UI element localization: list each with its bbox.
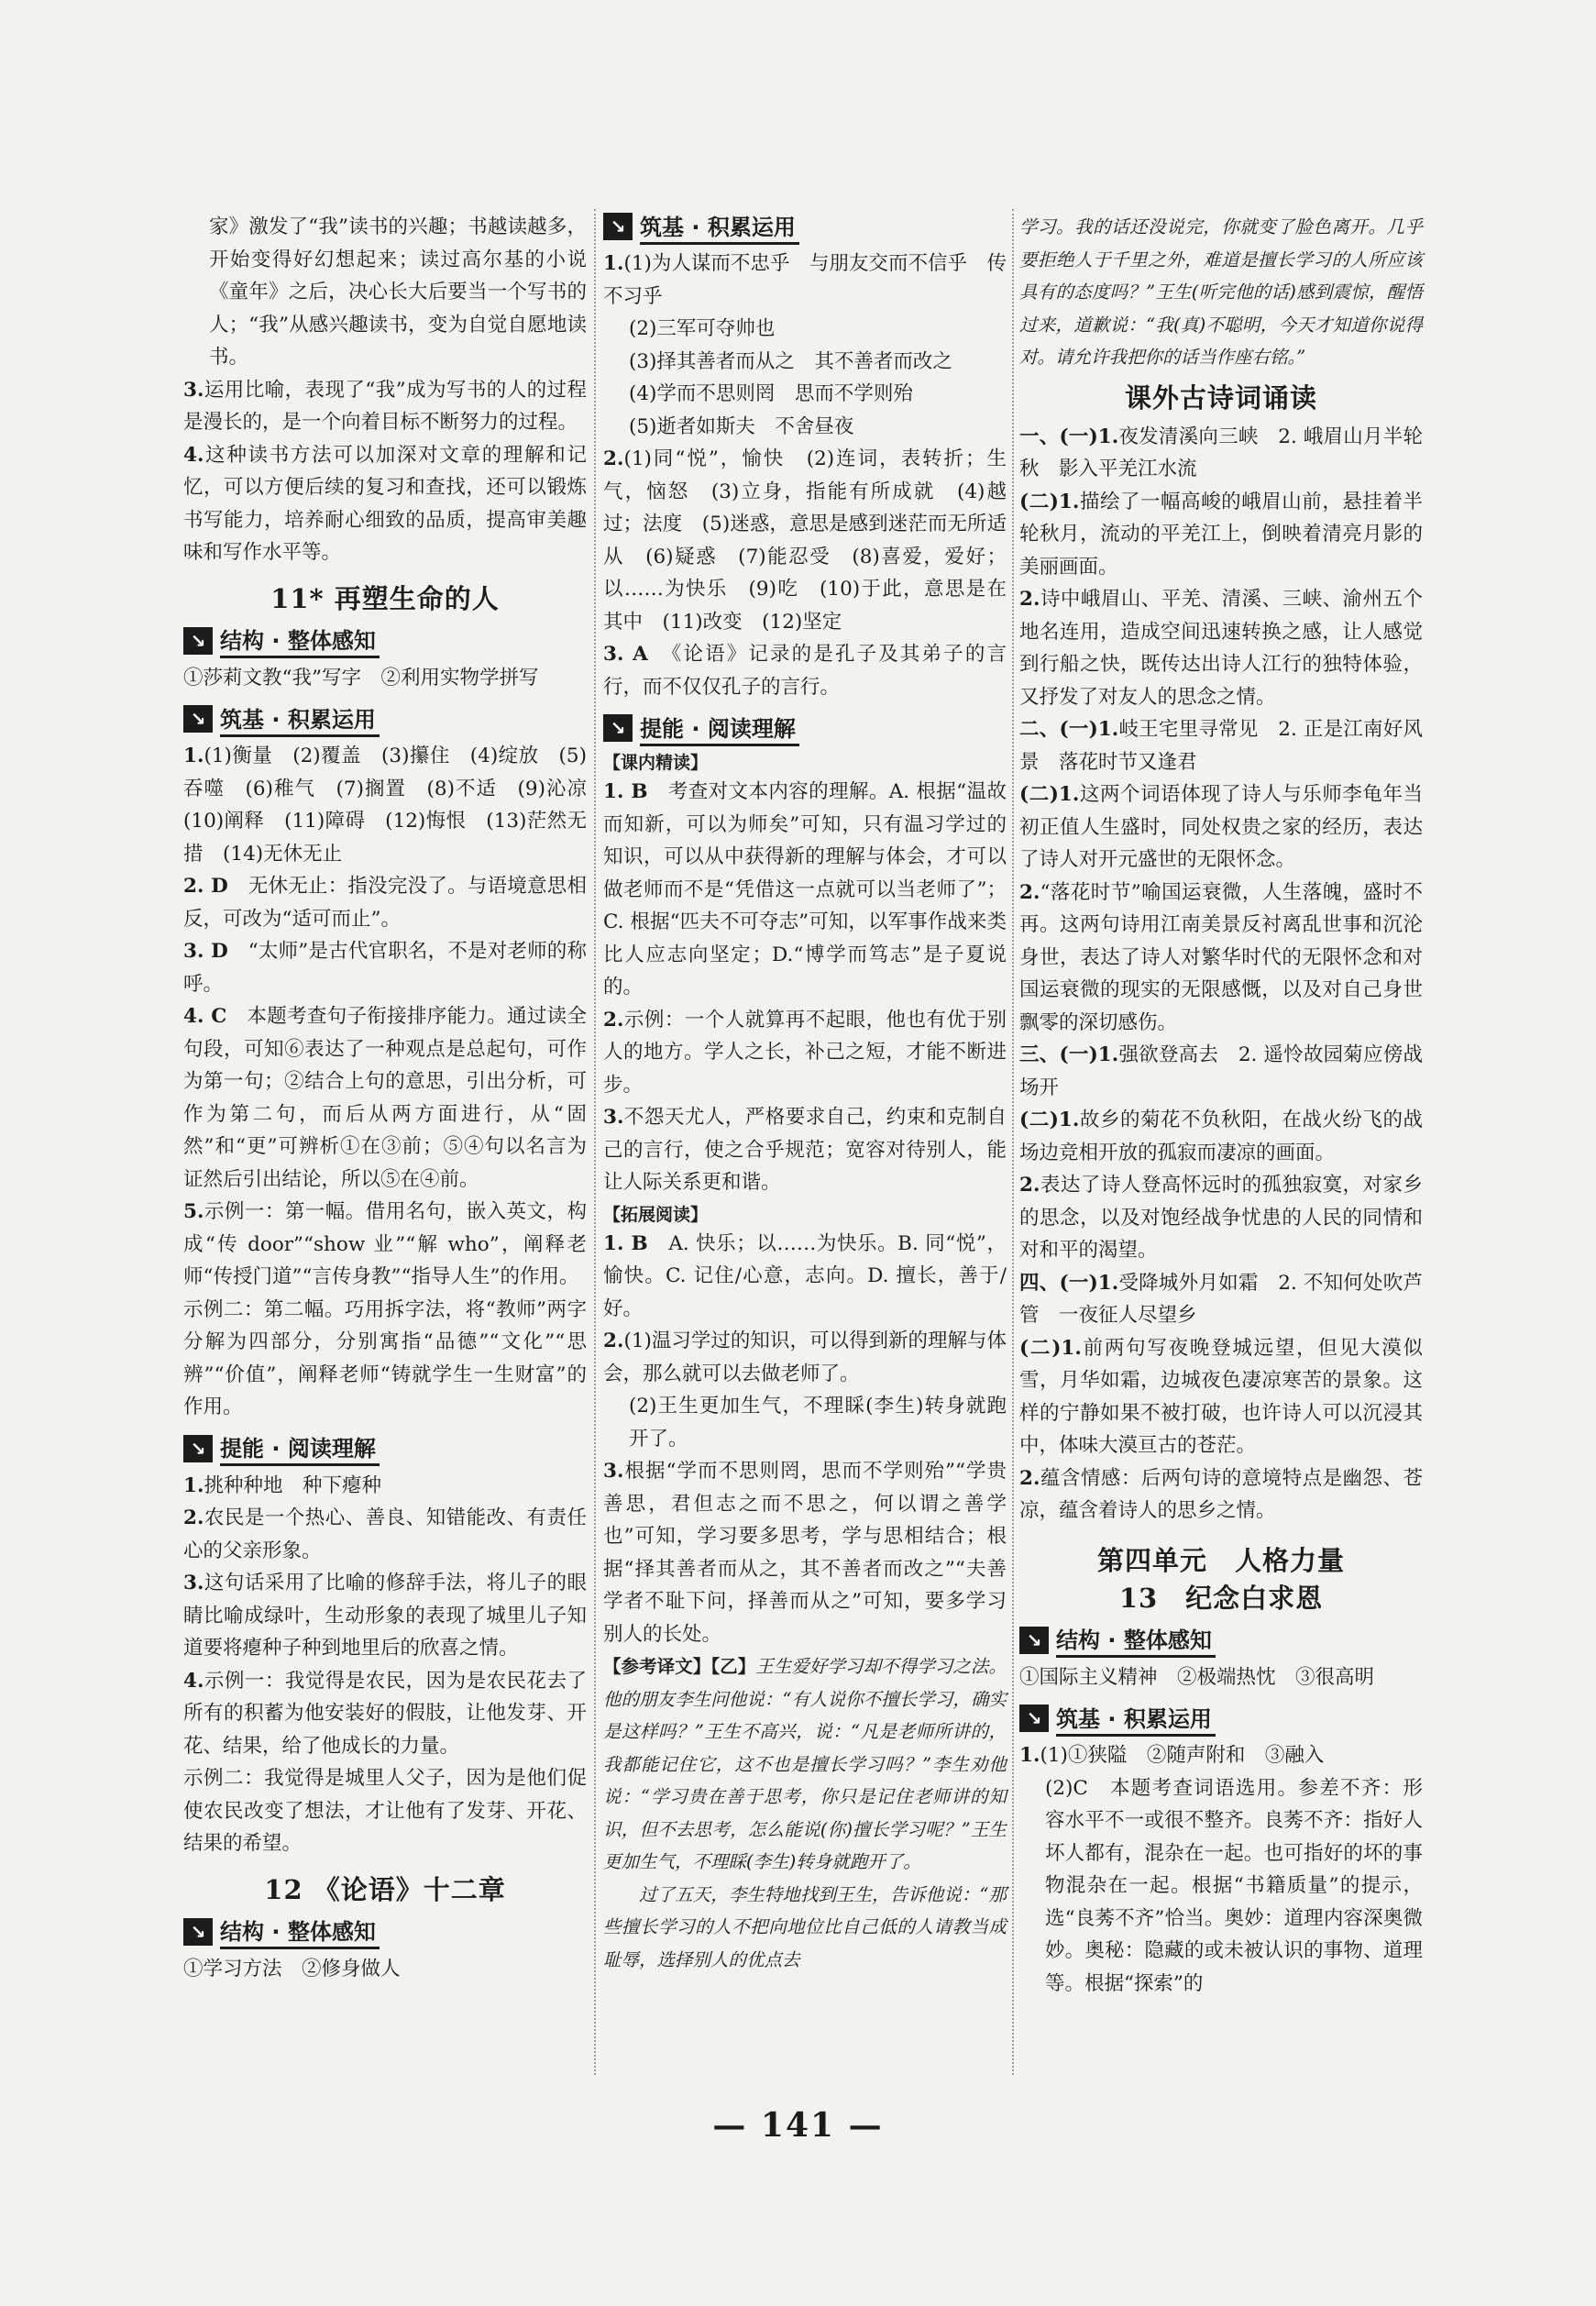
answer-item: 2.农民是一个热心、善良、知错能改、有责任心的父亲形象。 xyxy=(183,1506,587,1562)
answer-item: 4.这种读书方法可以加深对文章的理解和记忆，可以方便后续的复习和查找，还可以锻炼书写能力，培养耐心细致的品质，提高审美趣味和写作水平等。 xyxy=(183,443,587,564)
answer-item: (二)1.这两个词语体现了诗人与乐师李龟年当初正值人生盛时，同处权贵之家的经历，表达了诗人对开元盛世的无限怀念。 xyxy=(1019,783,1423,871)
column-divider xyxy=(594,209,596,2075)
section-header-foundation: ↘ 筑基 · 积累运用 xyxy=(183,703,587,734)
answer-item: 二、(一)1.岐王宅里寻常见 2. 正是江南好风景 落花时节又逢君 xyxy=(1019,718,1423,774)
answer-item: 4.示例一：我觉得是农民，因为是农民花去了所有的积蓄为他安装好的假肢，让他发芽、开花、结果，给了他成长的力量。 xyxy=(183,1669,587,1758)
section-marker-icon: ↘ xyxy=(183,1435,213,1462)
answer-item: 1. B A. 快乐；以……为快乐。B. 同“悦”，愉快。C. 记住/心意，志向。D. 擅长，善于/好。 xyxy=(603,1231,1007,1320)
column-1 xyxy=(183,211,607,1985)
section-marker-icon: ↘ xyxy=(183,627,213,655)
answer-text: 示例二：我觉得是城里人父子，因为是他们促使农民改变了想法，才让他有了发芽、开花、结果的希望。 xyxy=(183,1767,587,1855)
section-marker-icon: ↘ xyxy=(183,1918,213,1946)
answer-item: 1.(1)衡量 (2)覆盖 (3)攥住 (4)绽放 (5)吞噬 (6)稚气 (7)搁置 (8)不适 (9)沁凉 (10)阐释 (11)障碍 (12)悔恨 (13)茫然无措 (14)无休无止 xyxy=(183,745,607,866)
section-marker-icon: ↘ xyxy=(1019,1705,1049,1732)
answer-item: 2.示例：一个人就算再不起眼，他也有优于别人的地方。学人之长，补己之短，才能不断进步。 xyxy=(603,1008,1007,1097)
section-header-reading: ↘ 提能 · 阅读理解 xyxy=(603,712,1007,744)
lesson-title: 13 纪念白求恩 xyxy=(1118,1582,1324,1614)
answer-item: 2.诗中峨眉山、平羌、清溪、三峡、渝州五个地名连用，造成空间迅速转换之感，让人感觉到行船之快，既传达出诗人江行的独特体验，又抒发了对友人的思念之情。 xyxy=(1019,588,1423,709)
section-marker-icon: ↘ xyxy=(1019,1627,1049,1654)
answer-item: 2.“落花时节”喻国运衰微，人生落魄，盛时不再。这两句诗用江南美景反衬离乱世事和沉沦身世，表达了诗人对繁华时代的无限怀念和对国运衰微的现实的无限感慨，以及对自己身世飘零的深切感伤。 xyxy=(1019,880,1423,1034)
section-header-structure: ↘ 结构 · 整体感知 xyxy=(183,1916,587,1947)
answer-text: ①莎莉文教“我”写字 ②利用实物学拼写 xyxy=(183,666,539,690)
answer-line: (3)择其善者而从之 其不善者而改之 xyxy=(628,349,952,373)
answer-item: 2.(1)同“悦”，愉快 (2)连词，表转折；生气，恼怒 (3)立身，指能有所成就 (4)越过；法度 (5)迷惑，意思是感到迷茫而无所适从 (6)疑惑 (7)能忍受 (8)喜爱，爱好；以……为快乐 (9)吃 (10)于此，意思是在其中 (11)改变 (12)坚定 xyxy=(603,447,1007,634)
column-3 xyxy=(1019,211,1423,2000)
answer-item: 2.(1)温习学过的知识，可以得到新的理解与体会，那么就可以去做老师了。 xyxy=(603,1330,1007,1385)
column-divider xyxy=(1012,209,1014,2075)
page-number: — 141 — xyxy=(712,2106,884,2145)
section-header-reading: ↘ 提能 · 阅读理解 xyxy=(183,1433,587,1464)
section-marker-icon: ↘ xyxy=(183,705,213,733)
answer-item: (二)1.故乡的菊花不负秋阳，在战火纷飞的战场边竞相开放的孤寂而凄凉的画面。 xyxy=(1019,1109,1423,1164)
answer-item: 2.表达了诗人登高怀远时的孤独寂寞，对家乡的思念，以及对饱经战争忧患的人民的同情和对和平的渴望。 xyxy=(1019,1174,1423,1262)
answer-item: 4. C 本题考查句子衔接排序能力。通过读全句段，可知⑥表达了一种观点是总起句，可作为第一句；②结合上句的意思，引出分析，可作为第二句，而后从两方面进行，从“固然”和“更”可辨析①在③前；⑤④句以名言为证然后引出结论，所以⑤在④前。 xyxy=(183,1005,587,1191)
answer-item: 3.运用比喻，表现了“我”成为写书的人的过程是漫长的，是一个向着目标不断努力的过程。 xyxy=(183,378,587,434)
lesson-title: 12 《论语》十二章 xyxy=(264,1873,506,1905)
answer-item: (二)1.描绘了一幅高峻的峨眉山前，悬挂着半轮秋月，流动的平羌江上，倒映着清亮月影的美丽画面。 xyxy=(1019,490,1423,579)
answer-text: 示例二：第二幅。巧用拆字法，将“教师”两字分解为四部分，分别寓指“品德”“文化”“思辨”“价值”，阐释老师“铸就学生一生财富”的作用。 xyxy=(183,1297,587,1418)
answer-item: 3. A 《论语》记录的是孔子及其弟子的言行，而不仅仅孔子的言行。 xyxy=(603,643,1007,699)
answer-item: 1. B 考查对文本内容的理解。A. 根据“温故而知新，可以为师矣”可知，只有温习学过的知识，可以从中获得新的理解与体会，才可以做老师而不是“凭借这一点就可以当老师了”；C. 根据“匹夫不可夺志”可知，以军事作战来类比人应志向坚定；D.“博学而笃志”是子夏说的。 xyxy=(603,780,1007,999)
answer-item: 3.根据“学而不思则罔，思而不学则殆”“学贵善思，君但志之而不思之，何以谓之善学也”可知，学习要多思考，学与思相结合；根据“择其善者而从之，其不善者而改之”“夫善学者不耻下问，择善而从之”可知，要多学习别人的长处。 xyxy=(603,1460,1007,1646)
answer-line: (2)C 本题考查词语选用。参差不齐：形容水平不一或很不整齐。良莠不齐：指好人坏人都有，混杂在一起。也可指好的坏的事物混杂在一起。根据“书籍质量”的提示，选“良莠不齐”恰当。奥妙：道理内容深奥微妙。奥秘：隐藏的或未被认识的事物、道理等。根据“探索”的 xyxy=(1044,1776,1423,1995)
answer-item: 1.挑种种地 种下瘪种 xyxy=(183,1473,381,1497)
answer-item: 5.示例一：第一幅。借用名句，嵌入英文，构成“传 door”“show 业”“解 who”，阐释老师“传授门道”“言传身教”“指导人生”的作用。 xyxy=(183,1200,587,1288)
section-title: 课外古诗词诵读 xyxy=(1124,381,1317,414)
answer-line: (2)王生更加生气，不理睬(李生)转身就跑开了。 xyxy=(628,1395,1007,1451)
answer-item: 1.(1)为人谋而不忠乎 与朋友交而不信乎 传不习乎 xyxy=(603,252,1007,308)
answer-item: 2. D 无休无止：指没完没了。与语境意思相反，可改为“适可而止”。 xyxy=(183,875,587,931)
answer-item: 三、(一)1.强欲登高去 2. 遥怜故园菊应傍战场开 xyxy=(1019,1043,1423,1099)
answer-item: 2.蕴含情感：后两句诗的意境特点是幽怨、苍凉，蕴含着诗人的思乡之情。 xyxy=(1019,1466,1423,1522)
answer-item: 一、(一)1.夜发清溪向三峡 2. 峨眉山月半轮秋 影入平羌江水流 xyxy=(1019,425,1423,480)
answer-line: (4)学而不思则罔 思而不学则殆 xyxy=(628,382,913,405)
answer-line: (2)三军可夺帅也 xyxy=(628,317,776,340)
reference-translation: 过了五天，李生特地找到王生，告诉他说：“那些擅长学习的人不把向地位比自己低的人请教当成耻辱，选择别人的优点去 xyxy=(603,1883,1007,1970)
subsection-label: 【课内精读】 xyxy=(603,753,709,773)
reference-translation: 【参考译文】【乙】王生爱好学习却不得学习之法。他的朋友李生问他说：“有人说你不擅长学习，确实是这样吗？”王生不高兴，说：“凡是老师所讲的，我都能记住它，这不也是擅长学习吗？”李生劝他说：“学习贵在善于思考，你只是记住老师讲的知识，但不去思考，怎么能说(你)擅长学习呢？”王生更加生气，不理睬(李生)转身就跑开了。 xyxy=(603,1656,1007,1872)
answer-item: 3.不怨天尤人，严格要求自己，约束和克制自己的言行，使之合乎规范；宽容对待别人，能让人际关系更和谐。 xyxy=(603,1106,1007,1194)
subsection-label: 【拓展阅读】 xyxy=(603,1204,709,1225)
section-header-foundation: ↘ 筑基 · 积累运用 xyxy=(1019,1703,1423,1734)
column-2 xyxy=(603,211,1007,1976)
answer-item: 四、(一)1.受降城外月如霜 2. 不知何处吹芦管 一夜征人尽望乡 xyxy=(1019,1271,1423,1327)
unit-title: 第四单元 人格力量 xyxy=(1096,1544,1345,1576)
answer-text: ①国际主义精神 ②极端热忱 ③很高明 xyxy=(1019,1665,1375,1689)
answer-line: (5)逝者如斯夫 不舍昼夜 xyxy=(628,414,854,438)
lesson-title: 11* 再塑生命的人 xyxy=(270,582,500,614)
reference-translation: 学习。我的话还没说完，你就变了脸色离开。几乎要拒绝人于千里之外，难道是擅长学习的人所应该具有的态度吗？”王生(听完他的话)感到震惊，醒悟过来，道歉说：“我(真)不聪明，今天才知道你说得对。请允许我把你的话当作座右铭。” xyxy=(1019,216,1423,368)
answer-text: ①学习方法 ②修身做人 xyxy=(183,1957,401,1981)
section-marker-icon: ↘ xyxy=(603,714,633,742)
section-header-structure: ↘ 结构 · 整体感知 xyxy=(1019,1625,1423,1656)
section-header-structure: ↘ 结构 · 整体感知 xyxy=(183,625,587,656)
answer-text: 家》激发了“我”读书的兴趣；书越读越多，开始变得好幻想起来；读过高尔基的小说《童年》之后，决心长大后要当一个写书的人；“我”从感兴趣读书，变为自觉自愿地读书。 xyxy=(208,215,587,369)
answer-item: 1.(1)①狭隘 ②随声附和 ③融入 xyxy=(1019,1744,1325,1767)
section-header-foundation: ↘ 筑基 · 积累运用 xyxy=(603,211,1007,242)
answer-item: (二)1.前两句写夜晚登城远望，但见大漠似雪，月华如霜，边城夜色凄凉寒苦的景象。这样的宁静如果不被打破，也许诗人可以沉浸其中，体味大漠亘古的苍茫。 xyxy=(1019,1336,1423,1457)
section-marker-icon: ↘ xyxy=(603,213,633,240)
answer-item: 3.这句话采用了比喻的修辞手法，将儿子的眼睛比喻成绿叶，生动形象的表现了城里儿子知道要将瘪种子种到地里后的欣喜之情。 xyxy=(183,1572,587,1660)
answer-item: 3. D “太师”是古代官职名，不是对老师的称呼。 xyxy=(183,940,587,996)
